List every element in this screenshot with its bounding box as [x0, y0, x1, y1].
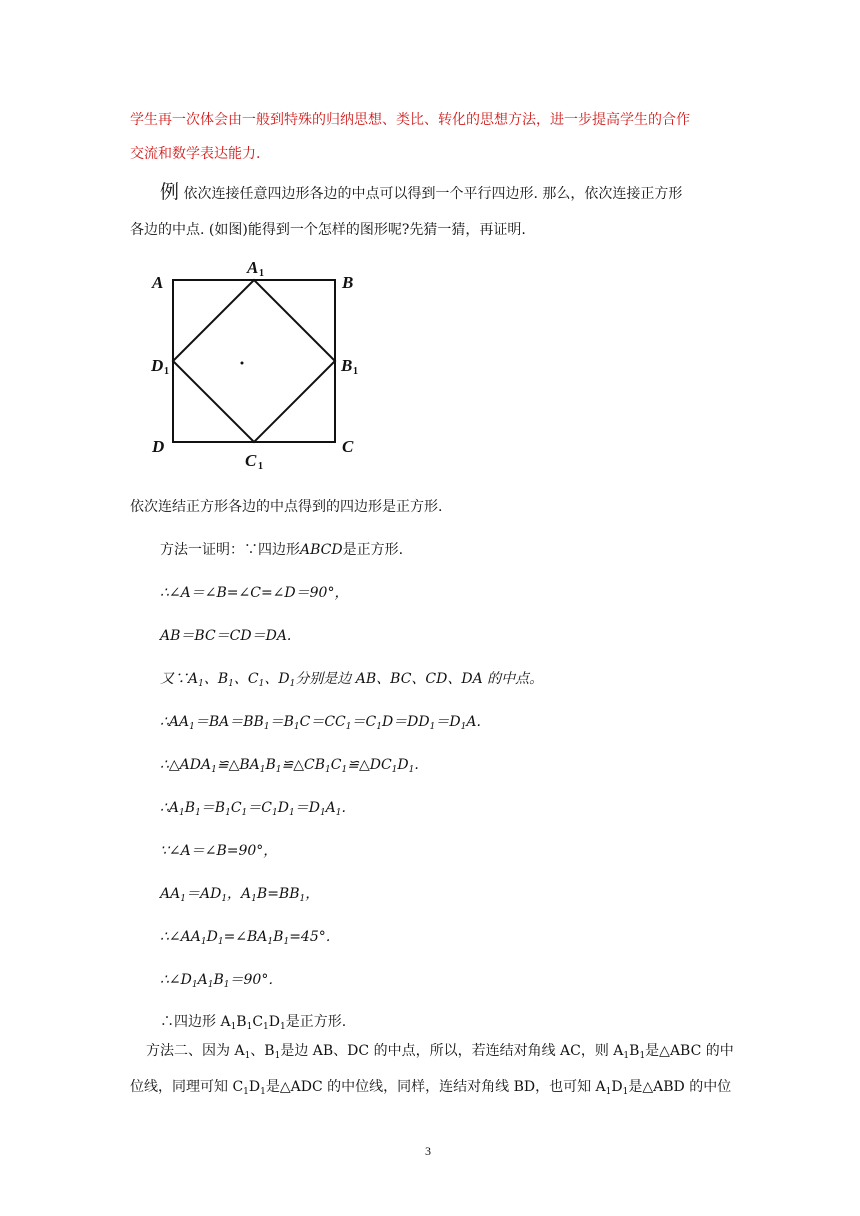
method1-step1: ∴∠A＝∠B=∠C=∠D＝90°，: [160, 585, 349, 601]
method1-step9: $\therefore\angle AA_1D_1=\angle BA_1B_1=45^\circ$．: [160, 929, 340, 947]
square-midpoint-figure: [150, 256, 370, 472]
example-line-1: [160, 182, 682, 204]
example-text-1: 依次连接任意四边形各边的中点可以得到一个平行四边形. 那么，依次连接正方形: [183, 186, 683, 202]
page-number: 3: [425, 1144, 431, 1158]
label-D1: D: [151, 356, 164, 375]
label-B1: B: [341, 356, 353, 375]
method1-step3: 又$\because A_1$、$B_1$、$C_1$、$D_1$分别是边 AB、BC、CD、DA 的中点。: [160, 671, 544, 689]
label-D1-sub: 1: [164, 366, 169, 377]
center-dot: [241, 362, 244, 365]
label-C1: C: [245, 451, 257, 470]
label-A: A: [152, 273, 164, 292]
method1-step6: $\therefore A_1B_1=B_1C_1=C_1D_1=D_1A_1$.: [160, 800, 346, 818]
label-B1-sub: 1: [353, 366, 358, 377]
method1-step2: AB＝BC＝CD＝DA.: [160, 628, 292, 644]
label-A1-sub: 1: [259, 268, 264, 279]
method1-step11: ∴四边形 $A_1B_1C_1D_1$是正方形.: [160, 1014, 347, 1032]
label-C1-sub: 1: [258, 461, 263, 472]
inner-square: [173, 280, 335, 442]
method1-step5: $\therefore\triangle ADA_1≌\triangle BA_1B_1≌\triangle CB_1C_1≌\triangle DC_1D_1$.: [160, 757, 419, 775]
conclusion: 依次连结正方形各边的中点得到的四边形是正方形.: [130, 499, 443, 515]
method1-step4: $\therefore AA_1=BA=BB_1=B_1C=CC_1=C_1D=DD_1=D_1A$.: [160, 714, 481, 732]
label-B: B: [342, 273, 354, 292]
label-D: D: [152, 437, 165, 456]
label-C: C: [342, 437, 354, 456]
method1-step10: $\therefore\angle D_1A_1B_1=90^\circ$．: [160, 972, 283, 990]
method1-step7: ∵∠A＝∠B=90°，: [160, 843, 278, 859]
intro-line-2: 交流和数学表达能力.: [130, 146, 261, 162]
outer-square: [173, 280, 335, 442]
method1-step8: $AA_1=AD_1$，$A_1B=BB_1$，: [160, 886, 320, 904]
example-label: 例: [160, 181, 180, 203]
method2-line-2: 位线，同理可知 $C_1D_1$是△ADC 的中位线，同样，连结对角线 BD，也可知 $A_1D_1$是△ABD 的中位: [130, 1079, 732, 1097]
label-A1: A: [247, 258, 259, 277]
intro-line-1: 学生再一次体会由一般到特殊的归纳思想、类比、转化的思想方法，进一步提高学生的合作: [130, 112, 690, 128]
method1-title: 方法一证明：∵四边形ABCD是正方形.: [160, 542, 404, 558]
example-line-2: 各边的中点. (如图)能得到一个怎样的图形呢?先猜一猜，再证明.: [130, 222, 526, 238]
method2-line-1: 方法二、因为 $A_1$、$B_1$是边 AB、DC 的中点，所以，若连结对角线 AC，则 $A_1B_1$是△ABC 的中: [146, 1043, 734, 1061]
